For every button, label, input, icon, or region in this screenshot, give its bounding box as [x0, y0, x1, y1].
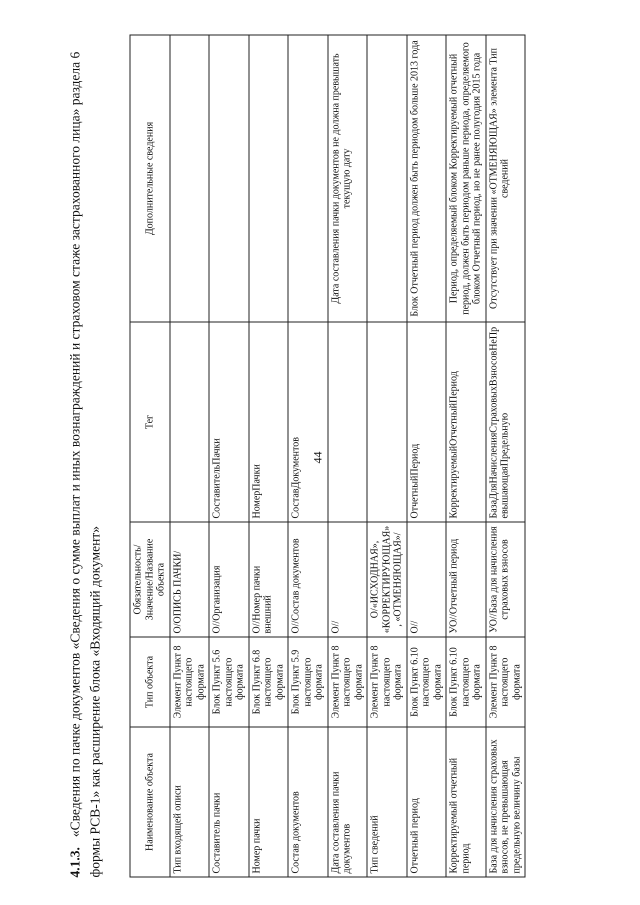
section-number: 4.1.3. [67, 847, 83, 878]
table-row [367, 35, 407, 877]
table-cell: Состав документов [288, 727, 328, 877]
table-cell: База для начисления страховых взносов, не превышающая предельную величину базы [486, 727, 526, 877]
table-cell: СоставительПачки [209, 322, 249, 522]
table-cell: ОтчетныйПериод [407, 322, 447, 522]
table-row [170, 35, 210, 877]
column-header: Обязательность/Значение/Название объекта [130, 522, 170, 637]
table-cell: УО//Отчетный период [446, 522, 486, 637]
table-row [288, 35, 328, 877]
table-cell: Отсутствует при значении «ОТМЕНЯЮЩАЯ» элемента Тип сведений [486, 35, 526, 322]
table-cell: Дата составления пачки документов не должна превышать текущую дату [328, 35, 368, 322]
table-cell: Блок Пункт 6.10 настоящего формата [446, 637, 486, 727]
table-cell: Элемент Пункт 8 настоящего формата [367, 637, 407, 727]
table-cell: О//Организация [209, 522, 249, 637]
table-cell: БазаДляНачисленияСтраховыхВзносовНеПревышающаяПредельную [486, 322, 526, 522]
table-cell [170, 35, 210, 322]
column-header: Тип объекта [130, 637, 170, 727]
table-cell: Элемент Пункт 8 настоящего формата [328, 637, 368, 727]
table-cell: Элемент Пункт 8 настоящего формата [170, 637, 210, 727]
table-cell [170, 322, 210, 522]
column-header: Наименование объекта [130, 727, 170, 877]
table-cell: О// [328, 522, 368, 637]
table-cell: Блок Пункт 5.6 настоящего формата [209, 637, 249, 727]
table-cell: Элемент Пункт 8 настоящего формата [486, 637, 526, 727]
table-cell: О// [407, 522, 447, 637]
table-cell: Тип сведений [367, 727, 407, 877]
column-header: Тег [130, 322, 170, 522]
table-cell: Период, определяемый блоком Корректируемый отчетный период, должен быть периодом раньше периода, определяемого блоком Отчетный период, но не ранее полугодия 2015 года [446, 35, 486, 322]
table-cell [367, 322, 407, 522]
table-cell: Корректируемый отчетный период [446, 727, 486, 877]
section-title: «Сведения по пачке документов «Сведения о сумме выплат и иных вознаграждений и страховом стаже застрахованного лица» раздела 6 формы РСВ-1» как расширение блока «Входящий документ» [67, 51, 103, 878]
table-cell: Блок Пункт 5.9 настоящего формата [288, 637, 328, 727]
table-cell: НомерПачки [249, 322, 289, 522]
table-cell: Отчетный период [407, 727, 447, 877]
table-cell: Блок Пункт 6.10 настоящего формата [407, 637, 447, 727]
requirements-table [130, 35, 526, 878]
table-cell: СоставДокументов [288, 322, 328, 522]
table-row [249, 35, 289, 877]
table-cell [288, 35, 328, 322]
table-row [407, 35, 447, 877]
table-cell [249, 35, 289, 322]
table-cell: О/«ИСХОДНАЯ», «КОРРЕКТИРУЮЩАЯ», «ОТМЕНЯЮЩАЯ»/ [367, 522, 407, 637]
section-heading [66, 33, 124, 878]
table-cell: УО//База для начисления страховых взносов [486, 522, 526, 637]
table-cell: Блок Пункт 6.8 настоящего формата [249, 637, 289, 727]
table-cell: Номер пачки [249, 727, 289, 877]
table-cell: Составитель пачки [209, 727, 249, 877]
table-cell: Дата составления пачки документов [328, 727, 368, 877]
table-row [328, 35, 368, 877]
rotated-content [66, 33, 596, 878]
table-cell: Блок Отчетный период должен быть периодом больше 2013 года [407, 35, 447, 322]
column-header: Дополнительные сведения [130, 35, 170, 322]
page-number: 44 [310, 451, 325, 464]
table-cell: Тип входящей описи [170, 727, 210, 877]
table-row [209, 35, 249, 877]
table-cell [328, 322, 368, 522]
table-row [446, 35, 486, 877]
table-cell [367, 35, 407, 322]
table-cell: О/ОПИСЬ ПАЧКИ/ [170, 522, 210, 637]
table-header-row [130, 35, 170, 877]
table-cell: О//Номер пачки внешний [249, 522, 289, 637]
table-row [486, 35, 526, 877]
table-cell [209, 35, 249, 322]
table-cell: О//Состав документов [288, 522, 328, 637]
table-cell: КорректируемыйОтчетныйПериод [446, 322, 486, 522]
